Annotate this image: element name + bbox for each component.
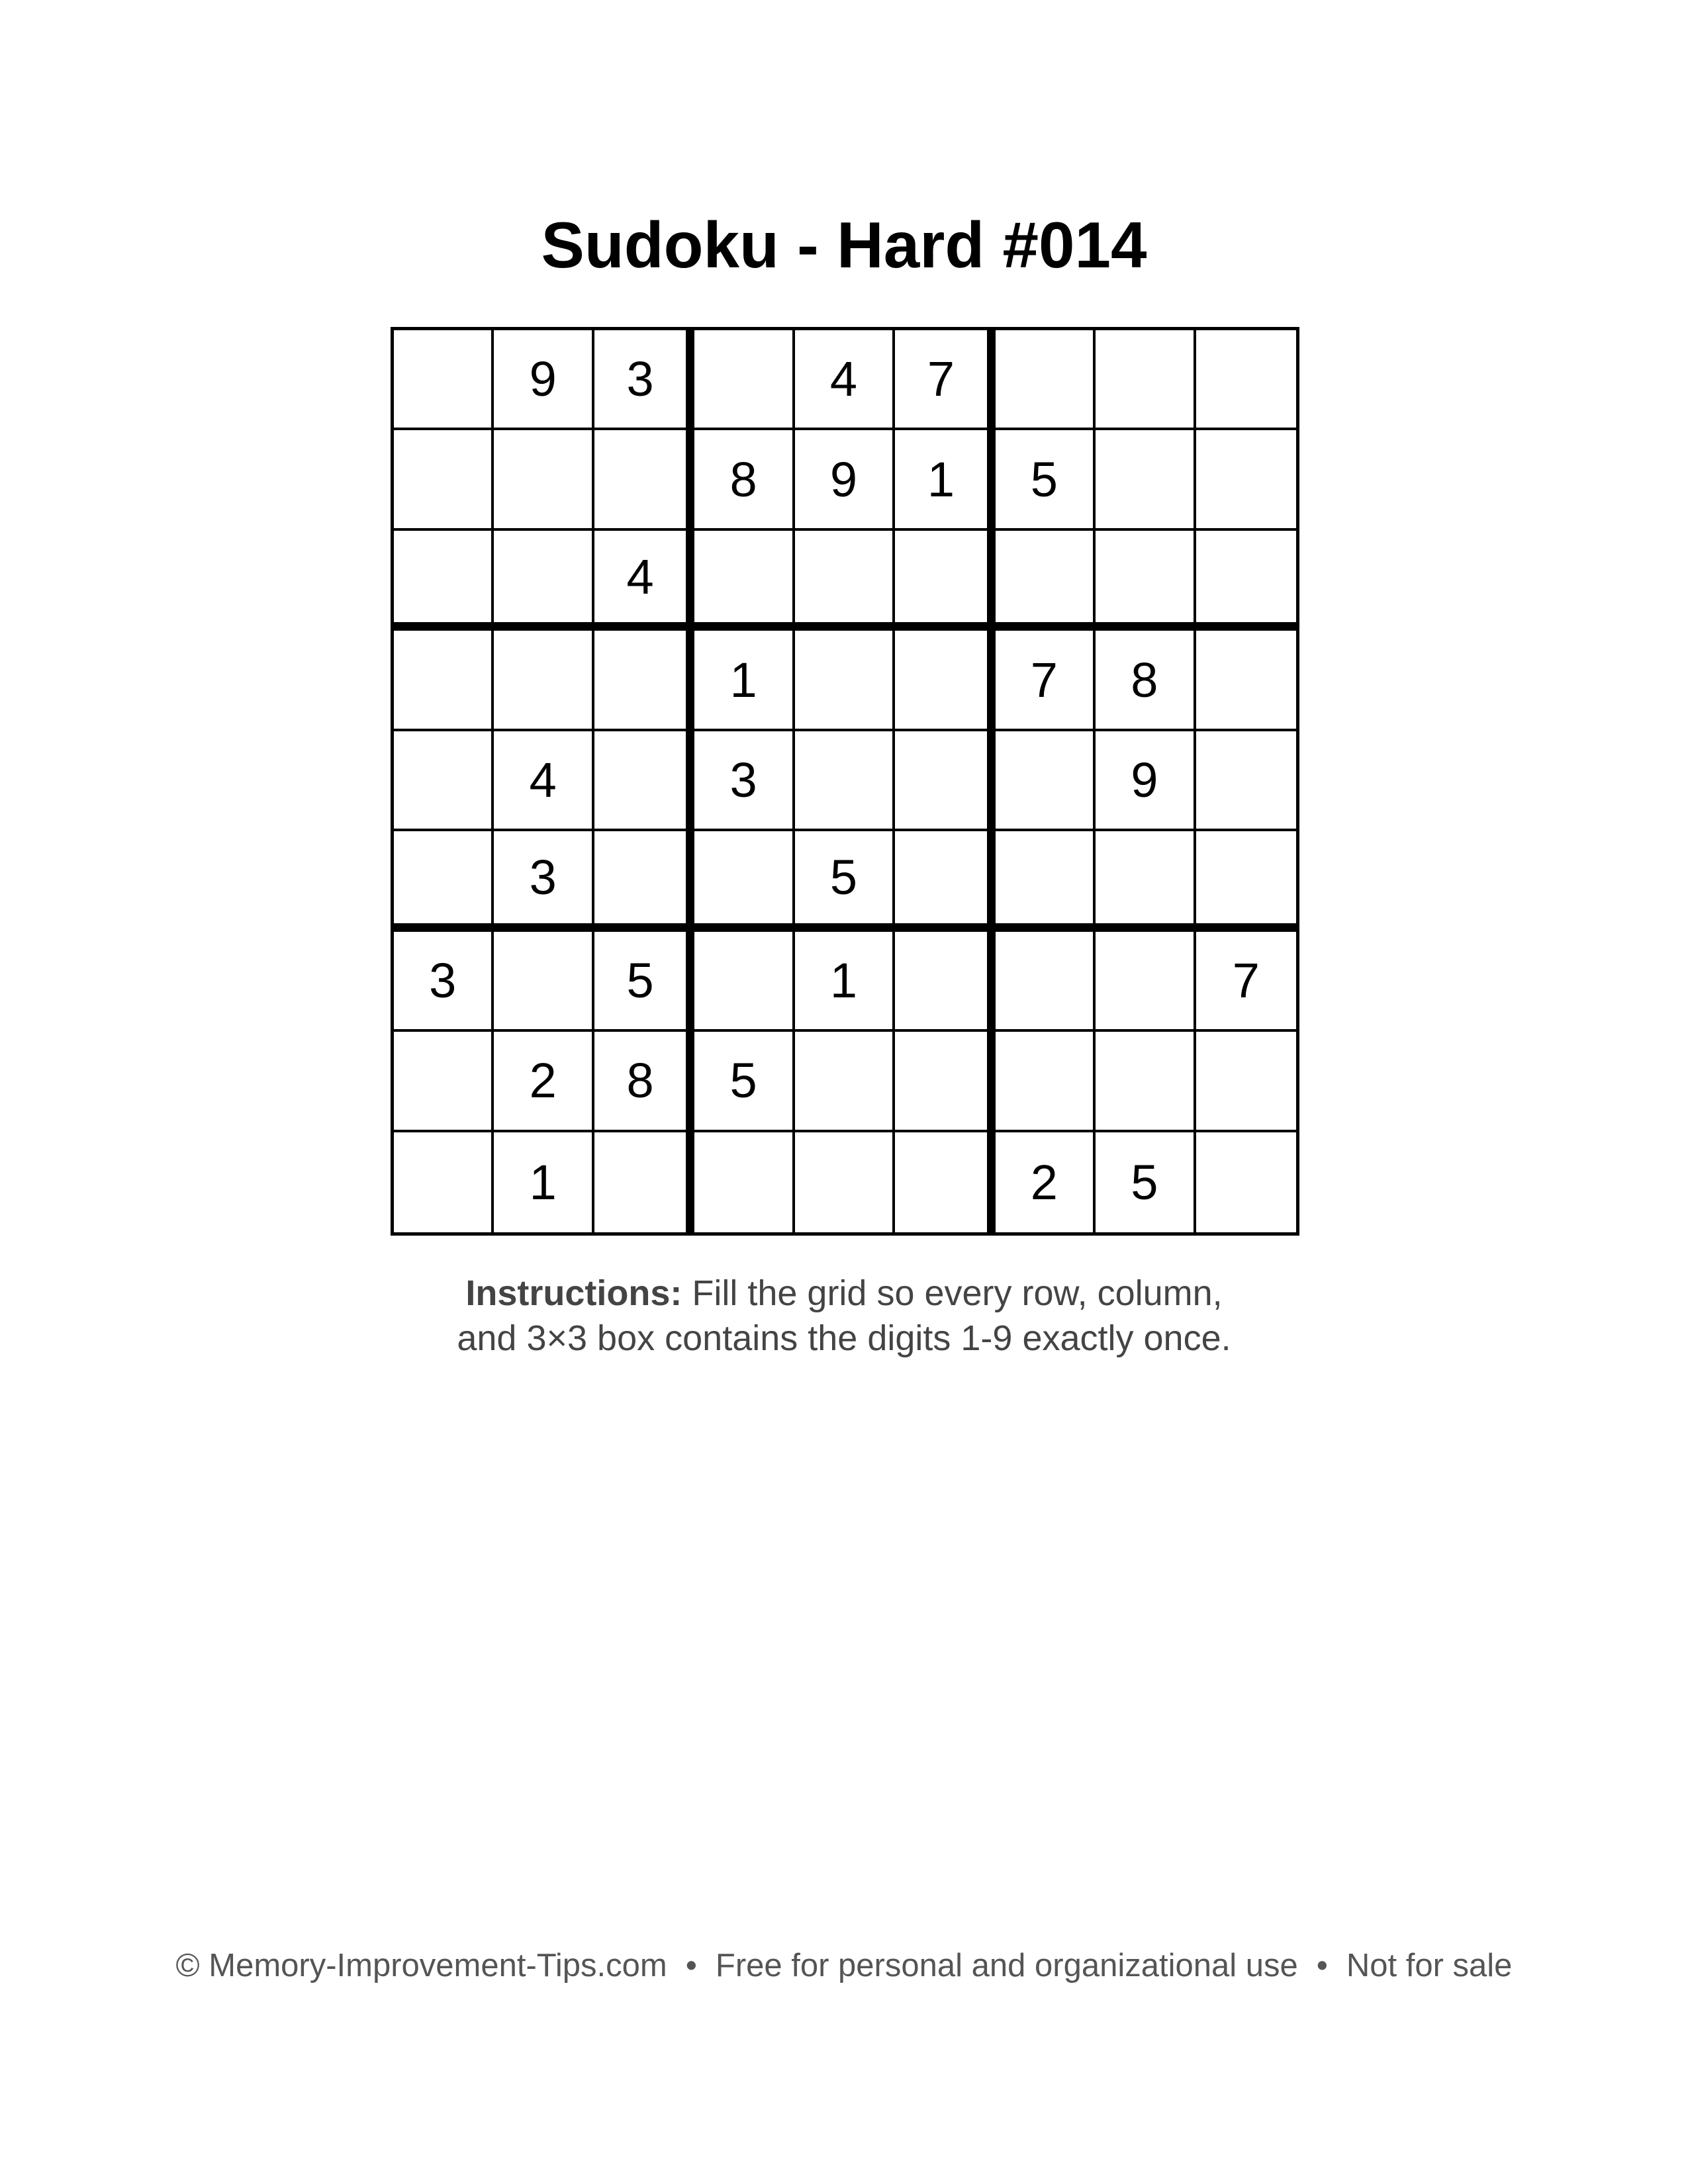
empty-cell[interactable] (394, 531, 494, 631)
given-cell: 4 (494, 731, 594, 831)
empty-cell[interactable] (1096, 1032, 1196, 1132)
empty-cell[interactable] (895, 731, 995, 831)
empty-cell[interactable] (394, 731, 494, 831)
empty-cell[interactable] (1196, 531, 1296, 631)
empty-cell[interactable] (1196, 1132, 1296, 1232)
given-cell: 9 (494, 330, 594, 430)
empty-cell[interactable] (795, 1032, 895, 1132)
empty-cell[interactable] (494, 932, 594, 1032)
empty-cell[interactable] (394, 1032, 494, 1132)
given-cell: 4 (594, 531, 694, 631)
footer-copyright: © Memory-Improvement-Tips.com (175, 1948, 667, 1983)
footer (0, 1942, 1688, 1989)
empty-cell[interactable] (694, 330, 794, 430)
given-cell: 1 (895, 430, 995, 530)
empty-cell[interactable] (494, 631, 594, 731)
instructions (0, 1271, 1688, 1361)
empty-cell[interactable] (594, 1132, 694, 1232)
empty-cell[interactable] (694, 831, 794, 931)
empty-cell[interactable] (795, 731, 895, 831)
footer-sale: Not for sale (1346, 1948, 1513, 1983)
empty-cell[interactable] (394, 330, 494, 430)
empty-cell[interactable] (694, 1132, 794, 1232)
empty-cell[interactable] (494, 531, 594, 631)
empty-cell[interactable] (895, 531, 995, 631)
given-cell: 3 (394, 932, 494, 1032)
given-cell: 5 (1096, 1132, 1196, 1232)
given-cell: 7 (1196, 932, 1296, 1032)
given-cell: 1 (494, 1132, 594, 1232)
given-cell: 8 (1096, 631, 1196, 731)
empty-cell[interactable] (1096, 531, 1196, 631)
footer-usage: Free for personal and organizational use (715, 1948, 1298, 1983)
given-cell: 7 (895, 330, 995, 430)
empty-cell[interactable] (996, 330, 1096, 430)
empty-cell[interactable] (996, 831, 1096, 931)
given-cell: 4 (795, 330, 895, 430)
empty-cell[interactable] (996, 1032, 1096, 1132)
given-cell: 5 (996, 430, 1096, 530)
empty-cell[interactable] (594, 731, 694, 831)
sudoku-grid (391, 327, 1299, 1236)
given-cell: 3 (594, 330, 694, 430)
empty-cell[interactable] (1196, 631, 1296, 731)
given-cell: 9 (795, 430, 895, 530)
empty-cell[interactable] (895, 1032, 995, 1132)
given-cell: 5 (694, 1032, 794, 1132)
empty-cell[interactable] (394, 430, 494, 530)
given-cell: 8 (594, 1032, 694, 1132)
empty-cell[interactable] (1196, 330, 1296, 430)
empty-cell[interactable] (795, 1132, 895, 1232)
empty-cell[interactable] (1096, 831, 1196, 931)
instructions-line-2: and 3×3 box contains the digits 1-9 exactly once. (457, 1318, 1231, 1358)
empty-cell[interactable] (1196, 430, 1296, 530)
given-cell: 5 (594, 932, 694, 1032)
footer-separator: • (1316, 1948, 1328, 1983)
footer-separator: • (685, 1948, 697, 1983)
empty-cell[interactable] (694, 932, 794, 1032)
given-cell: 1 (694, 631, 794, 731)
given-cell: 2 (494, 1032, 594, 1132)
instructions-line-1: Fill the grid so every row, column, (692, 1273, 1223, 1313)
empty-cell[interactable] (594, 831, 694, 931)
empty-cell[interactable] (996, 531, 1096, 631)
instructions-label: Instructions: (465, 1273, 682, 1313)
page-title: Sudoku - Hard #014 (541, 208, 1147, 281)
empty-cell[interactable] (1096, 330, 1196, 430)
empty-cell[interactable] (795, 531, 895, 631)
given-cell: 3 (694, 731, 794, 831)
empty-cell[interactable] (996, 932, 1096, 1032)
empty-cell[interactable] (1196, 731, 1296, 831)
empty-cell[interactable] (594, 430, 694, 530)
empty-cell[interactable] (795, 631, 895, 731)
empty-cell[interactable] (1196, 831, 1296, 931)
empty-cell[interactable] (996, 731, 1096, 831)
empty-cell[interactable] (694, 531, 794, 631)
empty-cell[interactable] (895, 1132, 995, 1232)
empty-cell[interactable] (895, 932, 995, 1032)
given-cell: 2 (996, 1132, 1096, 1232)
empty-cell[interactable] (1196, 1032, 1296, 1132)
given-cell: 3 (494, 831, 594, 931)
given-cell: 1 (795, 932, 895, 1032)
empty-cell[interactable] (394, 631, 494, 731)
given-cell: 9 (1096, 731, 1196, 831)
empty-cell[interactable] (895, 631, 995, 731)
empty-cell[interactable] (1096, 932, 1196, 1032)
empty-cell[interactable] (394, 1132, 494, 1232)
empty-cell[interactable] (895, 831, 995, 931)
empty-cell[interactable] (1096, 430, 1196, 530)
given-cell: 7 (996, 631, 1096, 731)
empty-cell[interactable] (594, 631, 694, 731)
given-cell: 8 (694, 430, 794, 530)
given-cell: 5 (795, 831, 895, 931)
empty-cell[interactable] (394, 831, 494, 931)
empty-cell[interactable] (494, 430, 594, 530)
